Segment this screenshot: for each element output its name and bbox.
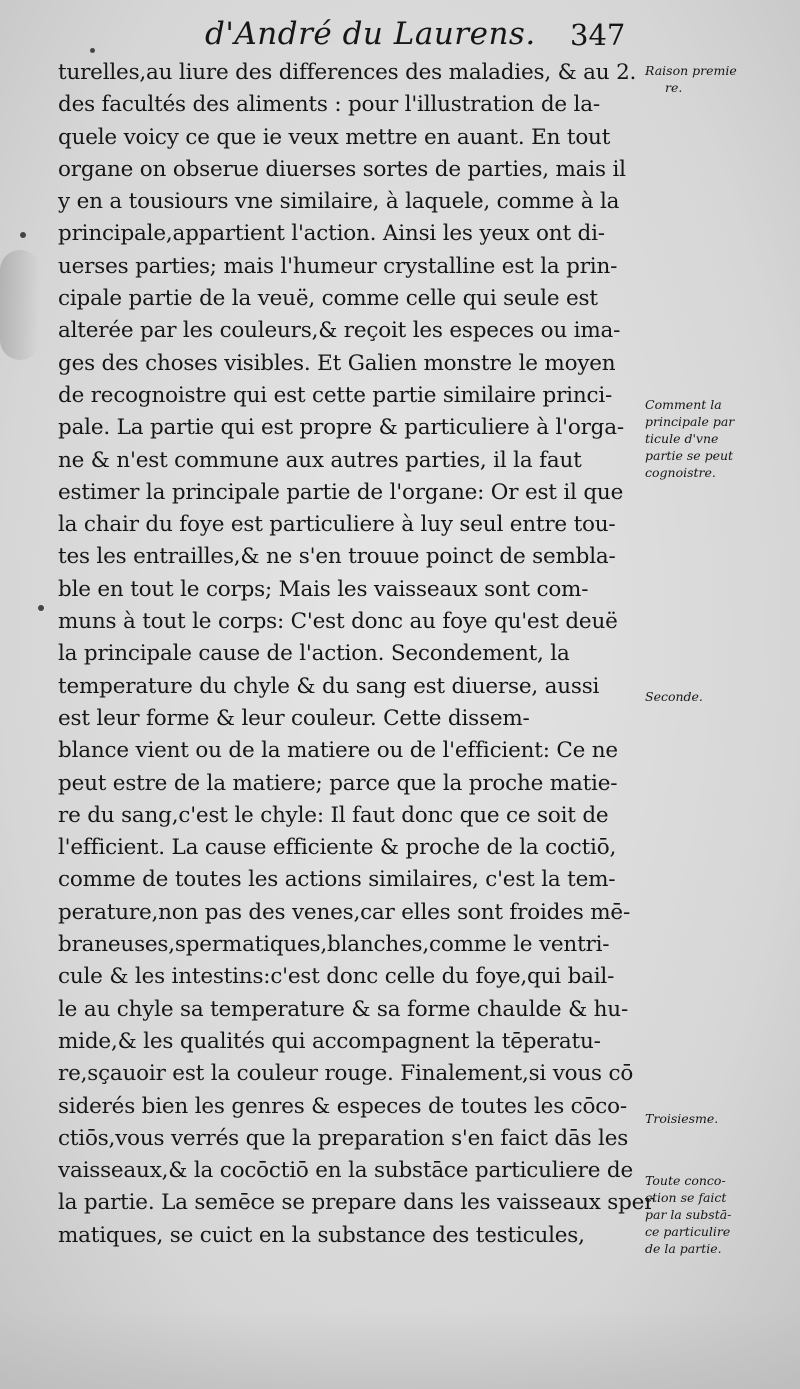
margin-note-line: par la substā- <box>645 1207 732 1222</box>
text-line: siderés bien les genres & especes de toutes les cōco- <box>58 1093 627 1119</box>
margin-note-line: partie se peut <box>645 448 734 463</box>
margin-note-line: Seconde. <box>645 689 703 704</box>
text-line: matiques, se cuict en la substance des testicules, <box>58 1222 585 1248</box>
text-line: comme de toutes les actions similaires, c'est la tem- <box>58 867 616 893</box>
text-line: re du sang,c'est le chyle: Il faut donc que ce soit de <box>58 802 609 828</box>
text-line: des facultés des aliments : pour l'illustration de la- <box>58 92 600 118</box>
margin-note-line: Comment la <box>645 397 722 412</box>
text-line: mide,& les qualités qui accompagnent la tēperatu- <box>58 1028 601 1054</box>
text-line: ctiōs,vous verrés que la preparation s'en faict dās les <box>58 1125 629 1151</box>
body-text <box>58 57 655 1252</box>
margin-note-line: ce particulire <box>645 1224 731 1239</box>
margin-note-line: cognoistre. <box>645 465 716 480</box>
text-line: quele voicy ce que ie veux mettre en auant. En tout <box>58 124 611 150</box>
page-header <box>0 14 800 54</box>
text-line: y en a tousiours vne similaire, à laquele, comme à la <box>58 189 620 215</box>
margin-note-seconde <box>645 688 795 705</box>
margin-note-raison <box>645 62 795 96</box>
text-line: la chair du foye est particuliere à luy seul entre tou- <box>58 512 616 538</box>
page-stain <box>0 250 40 360</box>
text-line: perature,non pas des venes,car elles sont froides mē- <box>58 899 631 925</box>
text-line: ges des choses visibles. Et Galien monstre le moyen <box>58 350 616 376</box>
margin-note-line: Raison premie <box>645 63 737 78</box>
margin-note-line: re. <box>665 80 683 95</box>
text-line: alterée par les couleurs,& reçoit les especes ou ima- <box>58 318 621 344</box>
text-line: est leur forme & leur couleur. Cette dissem- <box>58 705 530 731</box>
text-line: vaisseaux,& la cocōctiō en la substāce particuliere de <box>58 1158 633 1184</box>
text-line: organe on obserue diuerses sortes de parties, mais il <box>58 156 626 182</box>
text-line: temperature du chyle & du sang est diuerse, aussi <box>58 673 600 699</box>
ink-spot <box>20 232 26 238</box>
text-line: la partie. La semēce se prepare dans les vaisseaux sper <box>58 1190 655 1216</box>
page-bottom-shade <box>0 1309 800 1389</box>
text-line: cule & les intestins:c'est donc celle du foye,qui bail- <box>58 964 615 990</box>
text-line: turelles,au liure des differences des maladies, & au 2. <box>58 60 637 85</box>
text-line: tes les entrailles,& ne s'en trouue poinct de sembla- <box>58 544 616 570</box>
text-line: re,sçauoir est la couleur rouge. Finalement,si vous cō <box>58 1061 634 1087</box>
text-line: principale,appartient l'action. Ainsi les yeux ont di- <box>58 221 605 247</box>
text-line: muns à tout le corps: C'est donc au foye qu'est deuë <box>58 609 618 635</box>
text-line: blance vient ou de la matiere ou de l'efficient: Ce ne <box>58 738 618 764</box>
margin-note-line: Troisiesme. <box>645 1111 719 1126</box>
text-line: la principale cause de l'action. Secondement, la <box>58 641 570 667</box>
margin-note-toute <box>645 1172 795 1257</box>
ink-spot <box>38 605 44 611</box>
text-line: l'efficient. La cause efficiente & proche de la coctiō, <box>58 835 617 861</box>
text-line: peut estre de la matiere; parce que la proche matie- <box>58 770 618 796</box>
text-line: uerses parties; mais l'humeur crystalline est la prin- <box>58 253 618 279</box>
margin-note-line: Toute conco- <box>645 1173 726 1188</box>
margin-note-troisiesme <box>645 1110 795 1127</box>
text-line: ne & n'est commune aux autres parties, il la faut <box>58 447 582 473</box>
page-number: 347 <box>570 18 626 52</box>
text-line: braneuses,spermatiques,blanches,comme le ventri- <box>58 932 610 958</box>
text-line: le au chyle sa temperature & sa forme chaulde & hu- <box>58 996 629 1022</box>
margin-note-line: ction se faict <box>645 1190 727 1205</box>
margin-note-line: principale par <box>645 414 735 429</box>
margin-note-line: ticule d'vne <box>645 431 719 446</box>
margin-note-comment <box>645 396 795 481</box>
margin-note-line: de la partie. <box>645 1241 722 1256</box>
text-line: cipale partie de la veuë, comme celle qui seule est <box>58 286 598 312</box>
running-title: d'André du Laurens. <box>205 16 536 52</box>
text-line: estimer la principale partie de l'organe: Or est il que <box>58 479 624 505</box>
text-line: pale. La partie qui est propre & particuliere à l'orga- <box>58 415 624 441</box>
text-line: ble en tout le corps; Mais les vaisseaux sont com- <box>58 576 589 602</box>
text-line: de recognoistre qui est cette partie similaire princi- <box>58 382 613 408</box>
